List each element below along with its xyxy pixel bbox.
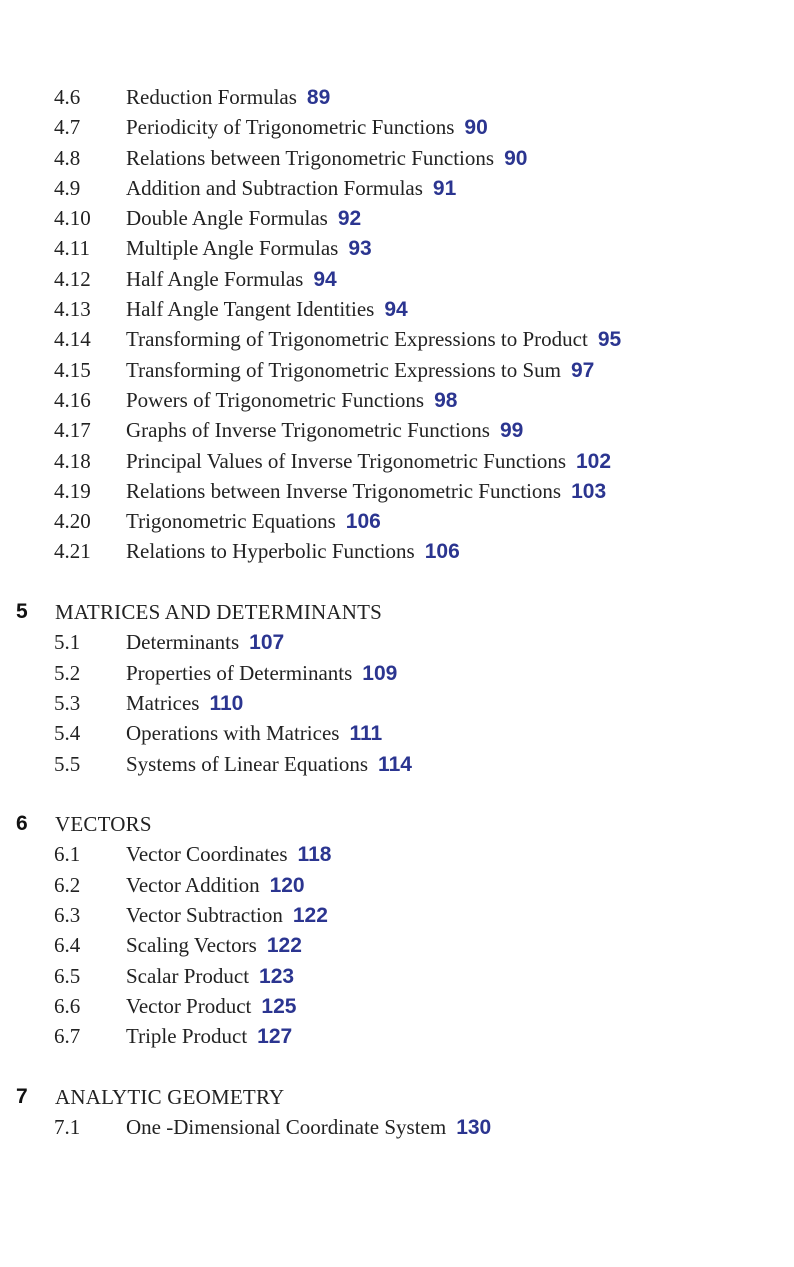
toc-entry-5-1[interactable]	[0, 627, 794, 657]
section-number: 4.15	[54, 357, 91, 382]
page-number-link[interactable]: 120	[269, 873, 305, 897]
spacer	[0, 567, 794, 597]
section-title: Properties of Determinants 109	[126, 660, 398, 685]
table-of-contents	[0, 82, 794, 1142]
section-number: 4.20	[54, 509, 91, 534]
section-title: Vector Subtraction 122	[126, 903, 328, 928]
toc-entry-5-2[interactable]	[0, 658, 794, 688]
toc-entry-4-20[interactable]	[0, 506, 794, 536]
chapter-title: ANALYTIC GEOMETRY	[55, 1084, 285, 1109]
section-title: Vector Product 125	[126, 993, 297, 1018]
toc-entry-6-5[interactable]	[0, 961, 794, 991]
chapter-number: 6	[16, 812, 28, 836]
page-number-link[interactable]: 95	[597, 328, 622, 352]
section-title: Transforming of Trigonometric Expressions to Product 95	[126, 327, 622, 352]
page-number-link[interactable]: 127	[257, 1025, 293, 1049]
page-number-link[interactable]: 94	[384, 298, 408, 322]
section-title: Determinants 107	[126, 630, 285, 655]
toc-entry-4-9[interactable]	[0, 173, 794, 203]
chapter-title: VECTORS	[55, 812, 152, 837]
page-number-link[interactable]: 97	[571, 358, 595, 382]
section-title: Principal Values of Inverse Trigonometric Functions 102	[126, 448, 612, 473]
section-number: 4.7	[54, 115, 81, 140]
page-number-link[interactable]: 90	[464, 116, 488, 140]
toc-entry-4-10[interactable]	[0, 203, 794, 233]
page-number-link[interactable]: 106	[424, 540, 460, 564]
section-title: Graphs of Inverse Trigonometric Functions 99	[126, 418, 524, 443]
page-number-link[interactable]: 107	[249, 631, 285, 655]
section-title: Half Angle Formulas 94	[126, 266, 337, 291]
chapter-7	[0, 1082, 794, 1143]
section-number: 4.12	[54, 266, 91, 291]
toc-entry-5-4[interactable]	[0, 718, 794, 748]
chapter-6	[0, 809, 794, 1051]
section-title: Matrices 110	[126, 690, 244, 715]
chapter-5	[0, 597, 794, 779]
section-title: Multiple Angle Formulas 93	[126, 236, 372, 261]
section-number: 5.5	[54, 751, 81, 776]
chapter-title: MATRICES AND DETERMINANTS	[55, 600, 383, 625]
page-number-link[interactable]: 111	[349, 722, 383, 746]
page-number-link[interactable]: 125	[261, 994, 297, 1018]
toc-entry-6-1[interactable]	[0, 839, 794, 869]
toc-entry-4-16[interactable]	[0, 385, 794, 415]
toc-entry-4-14[interactable]	[0, 324, 794, 354]
chapter-heading-6[interactable]	[0, 809, 794, 839]
section-number: 4.10	[54, 206, 91, 231]
section-title: Transforming of Trigonometric Expressions to Sum 97	[126, 357, 595, 382]
chapter-heading-5[interactable]	[0, 597, 794, 627]
section-number: 6.5	[54, 963, 81, 988]
toc-entry-4-21[interactable]	[0, 536, 794, 566]
page-number-link[interactable]: 118	[297, 843, 332, 867]
page-number-link[interactable]: 103	[571, 479, 607, 503]
page-number-link[interactable]: 93	[348, 237, 372, 261]
page-number-link[interactable]: 98	[434, 388, 458, 412]
page-number-link[interactable]: 92	[337, 207, 362, 231]
section-number: 4.6	[54, 85, 81, 109]
section-number: 6.3	[54, 903, 81, 928]
toc-entry-4-12[interactable]	[0, 264, 794, 294]
toc-entry-4-15[interactable]	[0, 355, 794, 385]
page-number-link[interactable]: 90	[504, 146, 528, 170]
chapter-heading-7[interactable]	[0, 1082, 794, 1112]
section-title: Vector Addition 120	[126, 872, 305, 897]
section-number: 4.9	[54, 175, 81, 200]
section-number: 5.4	[54, 721, 81, 746]
toc-entry-6-6[interactable]	[0, 991, 794, 1021]
toc-entry-6-4[interactable]	[0, 930, 794, 960]
section-title: Scaling Vectors 122	[126, 933, 302, 958]
chapter-number: 7	[16, 1084, 28, 1108]
toc-entry-6-7[interactable]	[0, 1021, 794, 1051]
section-title: Periodicity of Trigonometric Functions 90	[126, 115, 488, 140]
page-number-link[interactable]: 110	[209, 691, 244, 715]
toc-entry-6-2[interactable]	[0, 870, 794, 900]
page-number-link[interactable]: 94	[313, 267, 337, 291]
section-number: 6.6	[54, 993, 81, 1018]
toc-entry-4-7[interactable]	[0, 112, 794, 142]
spacer	[0, 779, 794, 809]
chapter-number: 5	[16, 600, 28, 624]
section-title: Addition and Subtraction Formulas 91	[126, 175, 457, 200]
section-number: 4.11	[54, 236, 90, 261]
toc-entry-4-13[interactable]	[0, 294, 794, 324]
page-number-link[interactable]: 123	[259, 964, 295, 988]
section-title: Relations to Hyperbolic Functions 106	[126, 539, 460, 564]
section-title: Double Angle Formulas 92	[126, 206, 362, 231]
section-title: Relations between Trigonometric Functions 90	[126, 145, 528, 170]
section-title: Triple Product 127	[126, 1024, 293, 1049]
section-title: Scalar Product 123	[126, 963, 295, 988]
section-number: 6.1	[54, 842, 81, 867]
section-number: 6.4	[54, 933, 81, 958]
toc-entry-7-1[interactable]	[0, 1112, 794, 1142]
toc-entry-4-8[interactable]	[0, 143, 794, 173]
section-number: 4.18	[54, 448, 91, 473]
section-number: 5.1	[54, 630, 81, 655]
page-number-link[interactable]: 99	[499, 419, 524, 443]
section-number: 4.8	[54, 145, 81, 170]
toc-entry-6-3[interactable]	[0, 900, 794, 930]
section-number: 4.21	[54, 539, 91, 564]
section-title: Trigonometric Equations 106	[126, 509, 381, 534]
section-title: Half Angle Tangent Identities 94	[126, 297, 408, 322]
section-number: 4.19	[54, 478, 91, 503]
page-number-link[interactable]: 122	[292, 904, 328, 928]
toc-entry-5-3[interactable]	[0, 688, 794, 718]
section-title: Operations with Matrices 111	[126, 721, 383, 746]
section-number: 6.7	[54, 1024, 81, 1049]
section-title: One -Dimensional Coordinate System 130	[126, 1115, 492, 1140]
page-number-link[interactable]: 89	[306, 86, 331, 109]
section-title: Relations between Inverse Trigonometric Functions 103	[126, 478, 607, 503]
section-number: 4.13	[54, 297, 91, 322]
section-title: Vector Coordinates 118	[126, 842, 332, 867]
section-number: 4.14	[54, 327, 91, 352]
page-number-link[interactable]: 130	[456, 1116, 492, 1140]
toc-entry-4-6[interactable]	[0, 82, 794, 112]
page-number-link[interactable]: 122	[266, 934, 302, 958]
page-number-link[interactable]: 91	[432, 176, 457, 200]
toc-entry-4-19[interactable]	[0, 476, 794, 506]
section-number: 5.2	[54, 660, 81, 685]
chapter-4-section-list	[0, 82, 794, 567]
toc-entry-5-5[interactable]	[0, 749, 794, 779]
section-title: Systems of Linear Equations 114	[126, 751, 412, 776]
page-number-link[interactable]: 109	[362, 661, 398, 685]
section-title: Powers of Trigonometric Functions 98	[126, 387, 458, 412]
toc-entry-4-11[interactable]	[0, 233, 794, 263]
spacer	[0, 1052, 794, 1082]
toc-entry-4-18[interactable]	[0, 446, 794, 476]
section-number: 7.1	[54, 1115, 81, 1140]
page-number-link[interactable]: 106	[345, 510, 381, 534]
section-number: 4.16	[54, 387, 91, 412]
section-number: 5.3	[54, 690, 81, 715]
toc-entry-4-17[interactable]	[0, 415, 794, 445]
section-number: 6.2	[54, 872, 81, 897]
page-number-link[interactable]: 114	[378, 752, 412, 776]
section-number: 4.17	[54, 418, 91, 443]
section-title: Reduction Formulas 89	[126, 85, 331, 109]
page-number-link[interactable]: 102	[576, 449, 612, 473]
